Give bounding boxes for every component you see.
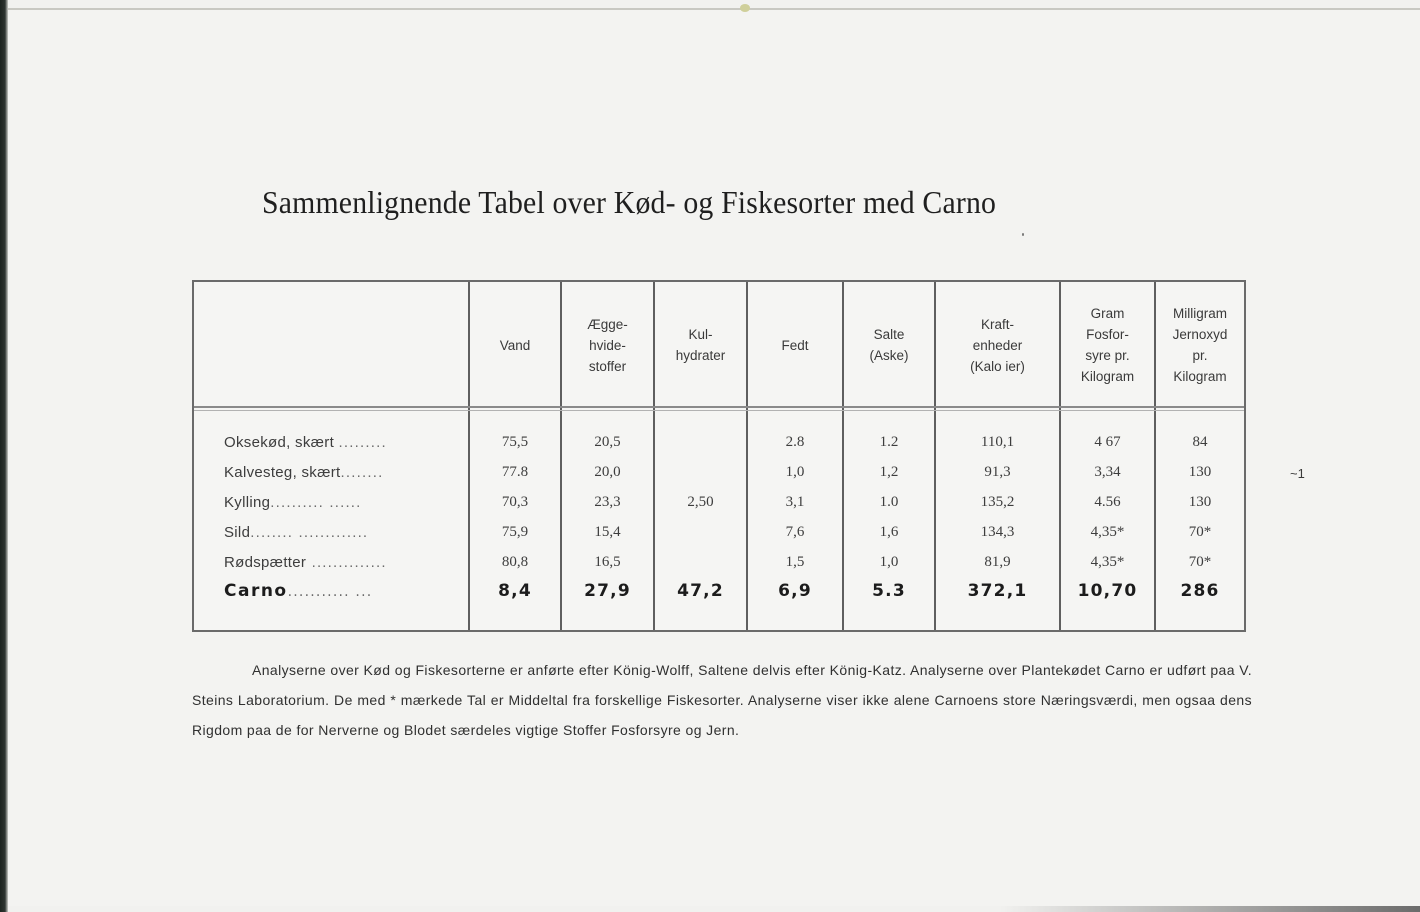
header-text: pr. (1192, 348, 1208, 363)
cell-kraftenheder: 110,1 (980, 434, 1015, 450)
cell-fedt: 1,0 (785, 464, 805, 480)
cell-fosforsyre: 4.56 (1094, 494, 1121, 510)
comparison-table (192, 280, 1246, 632)
header-text: (Aske) (869, 348, 909, 363)
cell-kulhydrater: 47,2 (677, 581, 724, 601)
margin-mark: ~1 (1290, 466, 1305, 481)
header-text: syre pr. (1085, 348, 1130, 363)
cell-fedt: 1,5 (785, 554, 805, 570)
cell-vand: 75,5 (501, 434, 529, 450)
cell-fosforsyre: 10,70 (1077, 581, 1138, 601)
page-title: Sammenlignende Tabel over Kød- og Fiskesorter med Carno (262, 184, 997, 220)
cell-fosforsyre: 4 67 (1094, 434, 1121, 450)
cell-kraftenheder: 134,3 (980, 524, 1015, 540)
cell-aeggehvidestoffer: 27,9 (584, 581, 631, 601)
cell-kraftenheder: 135,2 (980, 494, 1015, 510)
cell-salte: 1,0 (879, 554, 899, 570)
cell-salte: 1,2 (879, 464, 899, 480)
cell-salte: 5.3 (872, 581, 906, 601)
cell-salte: 1.2 (879, 434, 899, 450)
cell-aeggehvidestoffer: 20,5 (594, 434, 621, 450)
cell-fosforsyre: 3,34 (1094, 464, 1121, 480)
cell-kraftenheder: 372,1 (967, 581, 1028, 601)
cell-jernoxyd: 70* (1188, 524, 1212, 540)
header-text: Fedt (781, 337, 809, 353)
header-fedt (748, 288, 842, 402)
header-text: Ægge- (587, 316, 628, 332)
header-text: enheder (972, 337, 1023, 353)
cell-fosforsyre: 4,35* (1090, 554, 1125, 570)
cell-aeggehvidestoffer: 23,3 (594, 494, 621, 510)
header-text: Kilogram (1080, 369, 1135, 384)
header-text: (Kalo ier) (970, 358, 1025, 374)
cell-aeggehvidestoffer: 20,0 (594, 464, 621, 480)
cell-fedt: 2.8 (785, 434, 805, 450)
header-text: Kraft- (980, 316, 1014, 332)
header-kraftenheder (936, 288, 1059, 402)
cell-jernoxyd: 84 (1192, 434, 1208, 450)
header-salte (844, 288, 934, 402)
scan-speck (1022, 233, 1024, 236)
cell-kraftenheder: 91,3 (984, 464, 1011, 480)
row-label: Rødspætter .............. (224, 554, 387, 571)
cell-vand: 80,8 (501, 554, 529, 570)
header-text: Gram (1090, 306, 1125, 321)
row-label: Carno........... ... (224, 581, 373, 601)
cell-jernoxyd: 130 (1188, 494, 1212, 510)
table-row (194, 494, 1244, 524)
header-kulhydrater (655, 288, 746, 402)
header-text: stoffer (588, 358, 627, 374)
cell-vand: 75,9 (501, 524, 529, 540)
table-row (194, 434, 1244, 464)
header-jernoxyd (1156, 288, 1244, 402)
header-text: Milligram (1173, 306, 1227, 321)
cell-kulhydrater: 2,50 (687, 494, 714, 510)
row-label: Sild........ ............. (224, 524, 369, 541)
cell-aeggehvidestoffer: 15,4 (594, 524, 621, 540)
table-row-carno (194, 581, 1244, 611)
header-aeggehvidestoffer (562, 288, 653, 402)
header-text: Fosfor- (1086, 327, 1129, 342)
header-divider (194, 410, 1244, 411)
header-text: Vand (499, 337, 531, 353)
table-row (194, 554, 1244, 584)
header-text: Salte (873, 327, 905, 342)
cell-salte: 1.0 (879, 494, 899, 510)
header-divider (194, 406, 1244, 408)
header-text: hydrater (675, 348, 726, 363)
scan-bottom-shadow (1000, 906, 1420, 912)
cell-vand: 77.8 (501, 464, 529, 480)
cell-fedt: 3,1 (785, 494, 805, 510)
header-text: Kilogram (1173, 369, 1227, 384)
row-label: Kalvesteg, skært........ (224, 464, 384, 481)
cell-jernoxyd: 70* (1188, 554, 1212, 570)
scan-top-fold-line (8, 8, 1420, 10)
row-label: Oksekød, skært ......... (224, 434, 387, 451)
cell-salte: 1,6 (879, 524, 899, 540)
header-vand (470, 288, 560, 402)
scan-speck (740, 4, 750, 12)
cell-jernoxyd: 130 (1188, 464, 1212, 480)
cell-vand: 70,3 (501, 494, 529, 510)
table-row (194, 524, 1244, 554)
header-text: hvide- (589, 337, 626, 353)
cell-kraftenheder: 81,9 (984, 554, 1011, 570)
cell-vand: 8,4 (498, 581, 532, 601)
cell-fedt: 6,9 (778, 581, 812, 601)
scan-left-edge (0, 0, 8, 912)
footnote-paragraph: Analyserne over Kød og Fiskesorterne er anførte efter König-Wolff, Saltene delvis efter König-Katz. Analyserne over Plantekødet Carno er udført paa V. Steins Laboratorium. De med * mærkede Tal er Middeltal fra forskellige Fiskesorter. Analyserne viser ikke alene Carnoens store Næringsværdi, men ogsaa dens Rigdom paa de for Nerverne og Blodet særdeles vigtige Stoffer Fosforsyre og Jern. (192, 662, 1252, 738)
row-label: Kylling.......... ...... (224, 494, 362, 511)
cell-fosforsyre: 4,35* (1090, 524, 1125, 540)
header-fosforsyre (1061, 288, 1154, 402)
cell-jernoxyd: 286 (1180, 581, 1220, 601)
cell-aeggehvidestoffer: 16,5 (594, 554, 621, 570)
header-text: Jernoxyd (1172, 327, 1228, 342)
header-text: Kul- (688, 327, 713, 342)
table-row (194, 464, 1244, 494)
cell-fedt: 7,6 (785, 524, 805, 540)
